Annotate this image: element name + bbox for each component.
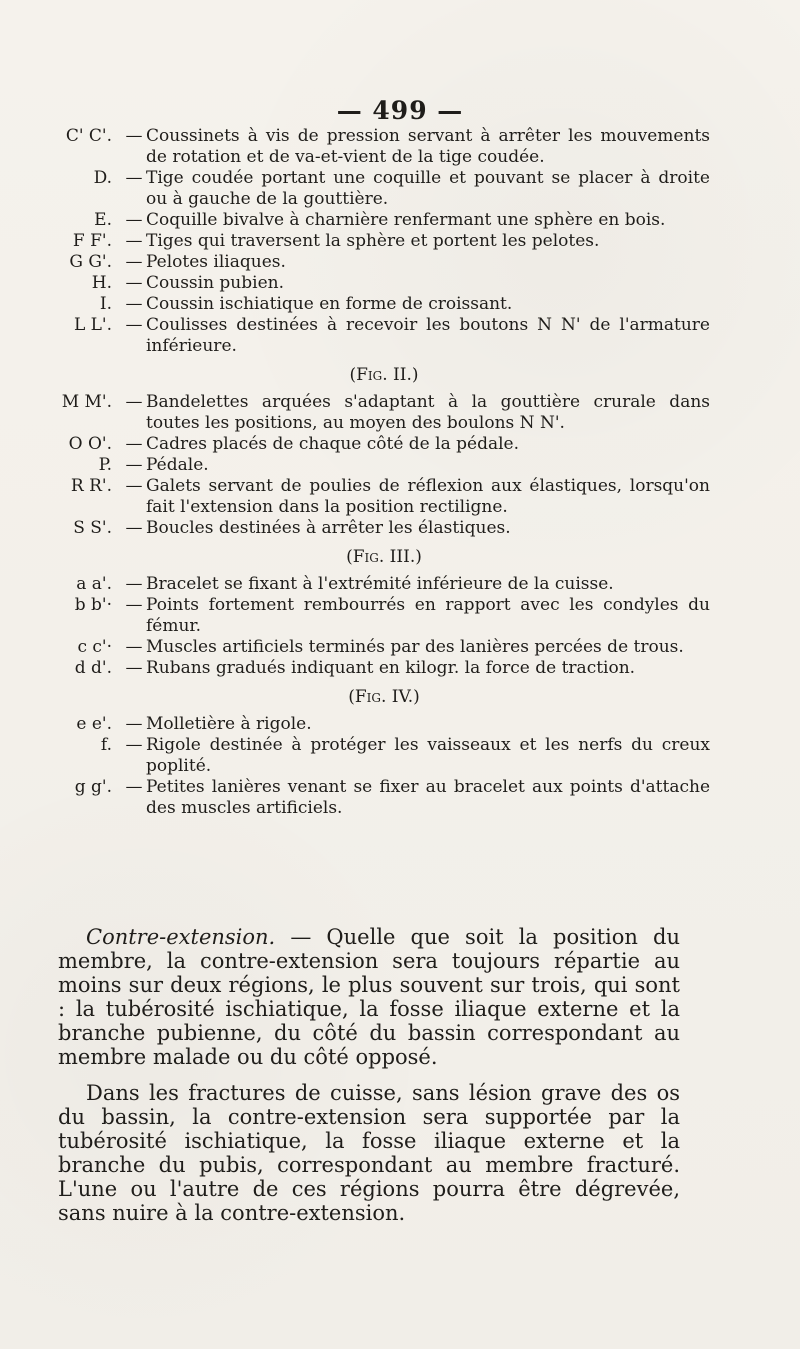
legend-text: Bandelettes arquées s'adaptant à la gouttière crurale dans toutes les positions, au moyen des boulons N N'. xyxy=(146,392,710,433)
legend-entry xyxy=(58,392,710,434)
legend-dash: — xyxy=(125,476,143,496)
legend-text: Pédale. xyxy=(146,455,209,475)
legend-code: R R'. xyxy=(70,476,112,496)
paragraph: Dans les fractures de cuisse, sans lésion grave des os du bassin, la contre-extension sera supportée par la tubérosité ischiatique, la fosse iliaque externe et la branche du pubis, correspondant au membre fracturé. L'une ou l'autre de ces régions pourra être dégrevée, sans nuire à la contre-extension. xyxy=(58,1081,680,1225)
legend-text: Coussinets à vis de pression servant à arrêter les mouvements de rotation et de va-et-vient de la tige coudée. xyxy=(146,126,710,167)
legend-code: a a'. xyxy=(76,574,112,594)
legend-dash: — xyxy=(125,735,143,755)
legend-text: Pelotes iliaques. xyxy=(146,252,286,272)
legend-text: Cadres placés de chaque côté de la pédale. xyxy=(146,434,519,454)
legend-text: Tige coudée portant une coquille et pouvant se placer à droite ou à gauche de la gouttière. xyxy=(146,168,710,209)
legend-dash: — xyxy=(125,595,143,615)
legend-text: Rigole destinée à protéger les vaisseaux et les nerfs du creux poplité. xyxy=(146,735,710,776)
legend-entry xyxy=(58,294,710,315)
legend-text: Coussin ischiatique en forme de croissant. xyxy=(146,294,513,314)
legend-dash: — xyxy=(125,637,143,657)
legend-dash: — xyxy=(125,273,143,293)
figure-legend xyxy=(58,126,710,819)
legend-text: Molletière à rigole. xyxy=(146,714,312,734)
legend-entry xyxy=(58,777,710,819)
section-title: Contre-extension. xyxy=(86,925,276,949)
legend-entry xyxy=(58,595,710,637)
legend-text: Coulisses destinées à recevoir les boutons N N' de l'armature inférieure. xyxy=(146,315,710,356)
legend-text: Tiges qui traversent la sphère et portent les pelotes. xyxy=(146,231,600,251)
legend-entry xyxy=(58,658,710,679)
legend-dash: — xyxy=(125,455,143,475)
legend-dash: — xyxy=(125,294,143,314)
legend-entry xyxy=(58,210,710,231)
figure-title: (Fig. IV.) xyxy=(348,687,420,707)
legend-code: D. xyxy=(93,168,112,188)
legend-entry xyxy=(58,231,710,252)
legend-code: M M'. xyxy=(61,392,112,412)
legend-code: e e'. xyxy=(76,714,112,734)
legend-text: Rubans gradués indiquant en kilogr. la force de traction. xyxy=(146,658,636,678)
legend-entry xyxy=(58,714,710,735)
legend-dash: — xyxy=(125,434,143,454)
legend-entry xyxy=(58,315,710,357)
legend-text: Boucles destinées à arrêter les élastiques. xyxy=(146,518,511,538)
legend-code: b b'· xyxy=(74,595,112,615)
legend-entry xyxy=(58,518,710,539)
legend-dash: — xyxy=(125,658,143,678)
legend-code: C' C'. xyxy=(65,126,112,146)
legend-code: H. xyxy=(91,273,112,293)
legend-dash: — xyxy=(125,126,143,146)
main-text xyxy=(58,925,680,1237)
legend-entry xyxy=(58,476,710,518)
legend-dash: — xyxy=(125,210,143,230)
legend-code: L L'. xyxy=(73,315,112,335)
legend-code: c c'· xyxy=(77,637,112,657)
legend-entry xyxy=(58,574,710,595)
legend-dash: — xyxy=(125,231,143,251)
legend-dash: — xyxy=(125,777,143,797)
legend-dash: — xyxy=(125,714,143,734)
legend-dash: — xyxy=(125,392,143,412)
legend-text: Petites lanières venant se fixer au bracelet aux points d'attache des muscles artificiels. xyxy=(146,777,710,818)
figure-title: (Fig. III.) xyxy=(346,547,422,567)
legend-code: g g'. xyxy=(74,777,112,797)
figure-title: (Fig. II.) xyxy=(349,365,419,385)
legend-code: d d'. xyxy=(74,658,112,678)
legend-text: Points fortement rembourrés en rapport avec les condyles du fémur. xyxy=(146,595,710,636)
legend-dash: — xyxy=(125,168,143,188)
legend-entry xyxy=(58,434,710,455)
legend-code: G G'. xyxy=(69,252,112,272)
legend-text: Coquille bivalve à charnière renfermant une sphère en bois. xyxy=(146,210,666,230)
page-number: — 499 — xyxy=(336,96,464,125)
paragraph xyxy=(58,925,680,1069)
legend-entry xyxy=(58,252,710,273)
legend-dash: — xyxy=(125,252,143,272)
legend-text: Galets servant de poulies de réflexion aux élastiques, lorsqu'on fait l'extension dans la position rectiligne. xyxy=(146,476,710,517)
legend-code: F F'. xyxy=(72,231,112,251)
legend-dash: — xyxy=(125,518,143,538)
legend-code: O O'. xyxy=(68,434,112,454)
legend-text: Bracelet se fixant à l'extrémité inférieure de la cuisse. xyxy=(146,574,614,594)
legend-dash: — xyxy=(125,574,143,594)
legend-entry xyxy=(58,126,710,168)
legend-text: Coussin pubien. xyxy=(146,273,284,293)
legend-code: f. xyxy=(100,735,112,755)
legend-text: Muscles artificiels terminés par des lanières percées de trous. xyxy=(146,637,684,657)
legend-code: I. xyxy=(99,294,112,314)
legend-entry xyxy=(58,637,710,658)
legend-entry xyxy=(58,455,710,476)
legend-code: E. xyxy=(94,210,112,230)
legend-dash: — xyxy=(125,315,143,335)
legend-code: P. xyxy=(98,455,112,475)
legend-code: S S'. xyxy=(73,518,112,538)
paragraph-text: — Quelle que soit la position du membre, la contre-extension sera toujours répartie au moins sur deux régions, le plus souvent sur trois, qui sont : la tubérosité ischiatique, la fosse iliaque externe et la branche pubienne, du côté du bassin correspondant au membre malade ou du côté opposé. xyxy=(58,925,680,1069)
legend-entry xyxy=(58,168,710,210)
legend-entry xyxy=(58,273,710,294)
legend-entry xyxy=(58,735,710,777)
